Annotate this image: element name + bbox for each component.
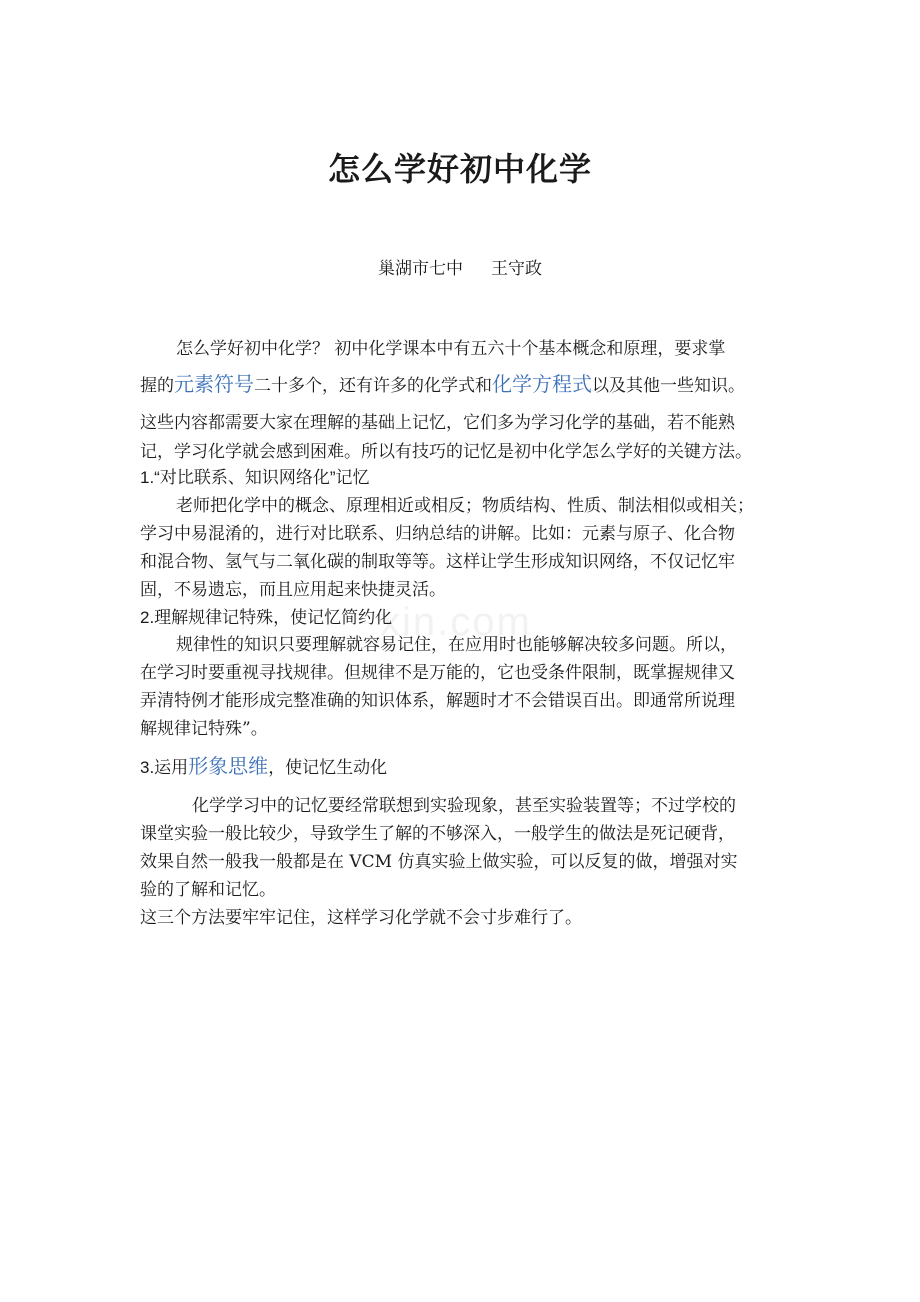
intro-text: 握的 — [140, 376, 174, 396]
section-3-line-1: 化学学习中的记忆要经常联想到实验现象，甚至实验装置等；不过学校的 — [192, 796, 736, 816]
link-chemical-equation[interactable]: 化学方程式 — [492, 372, 592, 396]
intro-line-3: 这些内容都需要大家在理解的基础上记忆，它们多为学习化学的基础，若不能熟 — [140, 413, 735, 433]
section-2-line-2: 在学习时要重视寻找规律。但规律不是万能的，它也受条件限制，既掌握规律又 — [140, 663, 735, 683]
author-name: 王守政 — [491, 259, 542, 279]
section-1-heading: 1.“对比联系、知识网络化”记忆 — [140, 468, 370, 487]
link-image-thinking[interactable]: 形象思维 — [188, 756, 269, 778]
section-2-line-3: 弄清特例才能形成完整准确的知识体系，解题时才不会错误百出。即通常所说理 — [140, 691, 735, 711]
intro-line-1: 怎么学好初中化学？ 初中化学课本中有五六十个基本概念和原理，要求掌 — [176, 339, 726, 359]
section-1-line-3: 和混合物、氢气与二氧化碳的制取等等。这样让学生形成知识网络，不仅记忆牢 — [140, 552, 735, 572]
section-3-heading — [140, 756, 790, 779]
section-3-heading-text: ，使记忆生动化 — [268, 758, 388, 777]
author-school: 巢湖市七中 — [378, 259, 463, 279]
watermark: xin.com — [380, 600, 532, 644]
intro-line-2 — [140, 373, 790, 397]
link-element-symbols[interactable]: 元素符号 — [174, 372, 254, 396]
section-1-line-2: 学习中易混淆的，进行对比联系、归纳总结的讲解。比如：元素与原子、化合物 — [140, 524, 735, 544]
intro-text: 二十多个，还有许多的化学式和 — [254, 376, 492, 396]
section-1-line-4: 固，不易遗忘，而且应用起来快捷灵活。 — [140, 580, 446, 600]
intro-text: 以及其他一些知识。 — [592, 376, 745, 396]
section-3-line-3: 效果自然一般我一般都是在 VCM 仿真实验上做实验，可以反复的做，增强对实 — [140, 852, 738, 872]
section-3-line-2: 课堂实验一般比较少，导致学生了解的不够深入，一般学生的做法是死记硬背， — [140, 824, 735, 844]
section-2-heading: 2.理解规律记特殊，使记忆简约化 — [140, 608, 393, 627]
section-1-line-1: 老师把化学中的概念、原理相近或相反；物质结构、性质、制法相似或相关； — [176, 496, 754, 516]
section-2-line-1: 规律性的知识只要理解就容易记住，在应用时也能够解决较多问题。所以， — [176, 635, 737, 655]
section-2-line-4: 解规律记特殊”。 — [140, 719, 268, 739]
page-title: 怎么学好初中化学 — [327, 150, 592, 188]
section-3-line-4: 验的了解和记忆。 — [140, 880, 276, 900]
intro-line-4: 记，学习化学就会感到困难。所以有技巧的记忆是初中化学怎么学好的关键方法。 — [140, 442, 752, 462]
section-3-heading-text: 3.运用 — [140, 758, 189, 777]
closing-line: 这三个方法要牢牢记住，这样学习化学就不会寸步难行了。 — [140, 908, 582, 928]
author-line — [0, 254, 920, 279]
